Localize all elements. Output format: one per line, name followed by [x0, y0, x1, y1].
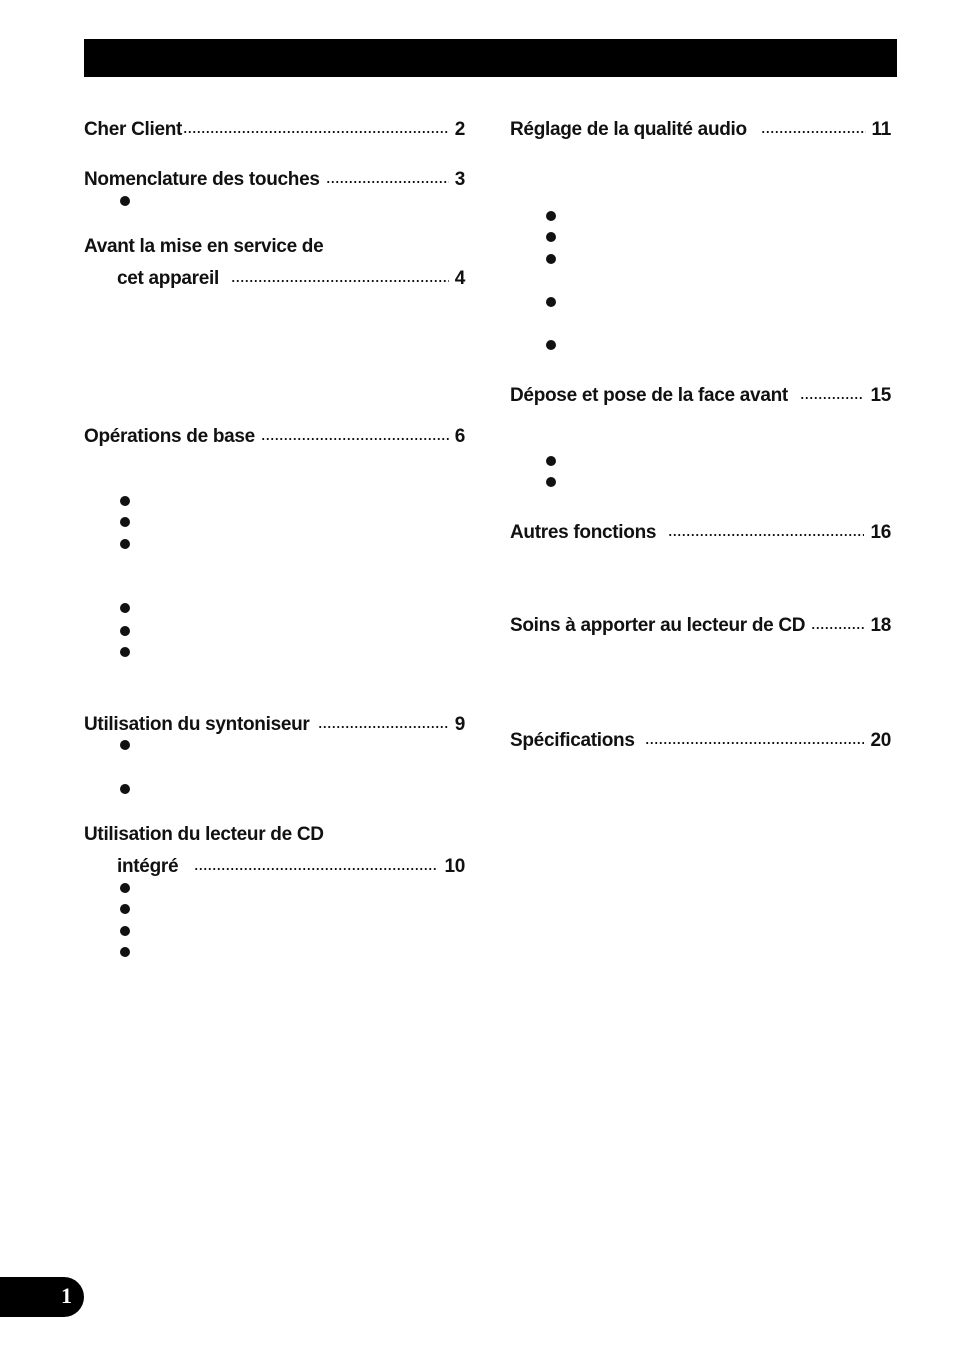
dot-leader [183, 113, 449, 135]
toc-entry-reglage[interactable] [510, 113, 891, 142]
toc-entry-depose[interactable] [510, 379, 891, 408]
dot-leader [761, 113, 866, 135]
toc-page-number: 11 [871, 119, 891, 140]
toc-page-number: 2 [454, 119, 465, 140]
bullet-icon [120, 926, 130, 936]
dot-leader [668, 516, 864, 538]
dot-leader [326, 163, 449, 185]
toc-title: Spécifications [510, 730, 635, 751]
toc-title: Dépose et pose de la face avant [510, 385, 788, 406]
toc-title: Nomenclature des touches [84, 169, 320, 190]
bullet-icon [120, 904, 130, 914]
header-bar [84, 39, 897, 77]
page-number-badge [0, 1277, 84, 1317]
bullet-icon [120, 883, 130, 893]
bullet-icon [120, 196, 130, 206]
toc-entry-soins[interactable] [510, 609, 891, 638]
toc-entry-cher-client[interactable] [84, 113, 465, 142]
toc-page-number: 6 [454, 426, 465, 447]
toc-title: Utilisation du syntoniseur [84, 714, 310, 735]
toc-page-number: 3 [454, 169, 465, 190]
bullet-icon [546, 477, 556, 487]
dot-leader [645, 724, 865, 746]
toc-entry-operations[interactable] [84, 420, 465, 449]
toc-page-number: 18 [870, 615, 891, 636]
bullet-icon [120, 647, 130, 657]
toc-page-number: 15 [870, 385, 891, 406]
bullet-icon [546, 232, 556, 242]
dot-leader [231, 262, 449, 284]
toc-entry-specs[interactable] [510, 724, 891, 753]
toc-entry-lecteur-cd[interactable] [117, 850, 465, 879]
toc-title-line1[interactable]: Avant la mise en service de [84, 236, 324, 257]
bullet-icon [120, 740, 130, 750]
toc-title: Cher Client [84, 119, 183, 140]
toc-page-number: 4 [454, 268, 465, 289]
toc-title: Opérations de base [84, 426, 255, 447]
toc-title-line2: intégré [117, 856, 179, 877]
bullet-icon [546, 297, 556, 307]
toc-title: Soins à apporter au lecteur de CD [510, 615, 806, 636]
toc-title-line1[interactable]: Utilisation du lecteur de CD [84, 824, 324, 845]
toc-page-number: 10 [444, 856, 465, 877]
toc-entry-syntoniseur[interactable] [84, 708, 465, 737]
dot-leader [261, 420, 449, 442]
toc-page-number: 20 [870, 730, 891, 751]
toc-entry-nomenclature[interactable] [84, 163, 465, 192]
dot-leader [811, 609, 864, 631]
toc-entry-avant[interactable] [117, 262, 465, 291]
bullet-icon [120, 517, 130, 527]
page-number: 1 [61, 1283, 72, 1308]
bullet-icon [120, 603, 130, 613]
bullet-icon [546, 211, 556, 221]
toc-entry-autres[interactable] [510, 516, 891, 545]
toc-page-number: 16 [870, 522, 891, 543]
bullet-icon [546, 456, 556, 466]
bullet-icon [546, 254, 556, 264]
bullet-icon [546, 340, 556, 350]
bullet-icon [120, 784, 130, 794]
toc-page-number: 9 [454, 714, 465, 735]
dot-leader [800, 379, 865, 401]
bullet-icon [120, 539, 130, 549]
toc-title: Réglage de la qualité audio [510, 119, 747, 140]
bullet-icon [120, 947, 130, 957]
dot-leader [318, 708, 449, 730]
bullet-icon [120, 496, 130, 506]
toc-title-line2: cet appareil [117, 268, 220, 289]
dot-leader [194, 850, 438, 872]
toc-title: Autres fonctions [510, 522, 657, 543]
bullet-icon [120, 626, 130, 636]
